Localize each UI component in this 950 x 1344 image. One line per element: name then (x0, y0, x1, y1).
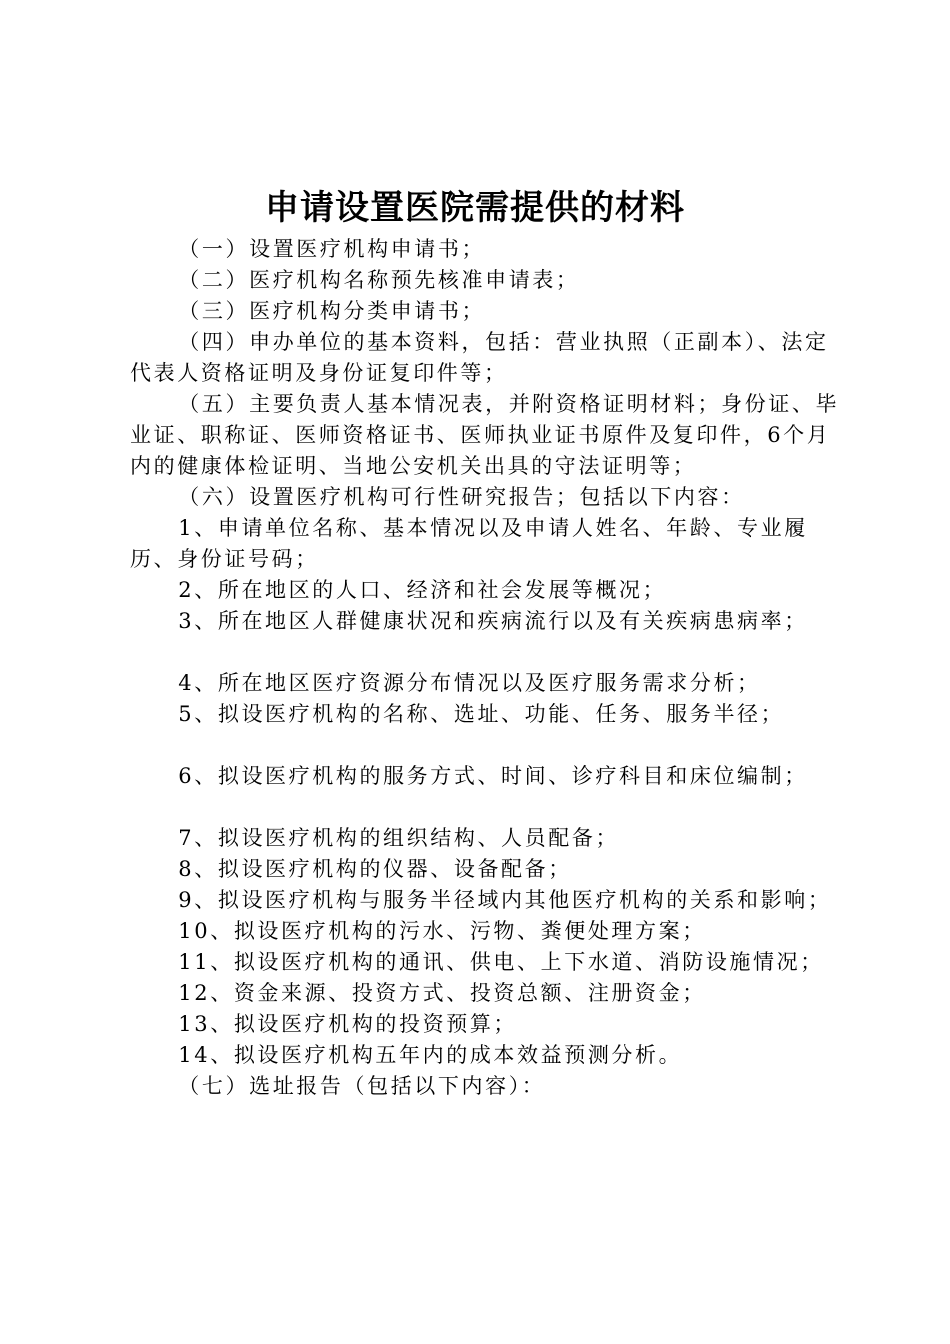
paragraph: （六）设置医疗机构可行性研究报告；包括以下内容： (178, 485, 745, 509)
list-item: 7、拟设医疗机构的组织结构、人员配备； (178, 826, 620, 850)
paragraph: （三）医疗机构分类申请书； (178, 299, 486, 323)
list-item: 9、拟设医疗机构与服务半径域内其他医疗机构的关系和影响； (178, 888, 832, 912)
document-body (130, 234, 840, 1102)
blank-line (130, 730, 840, 761)
list-item: 14、拟设医疗机构五年内的成本效益预测分析。 (178, 1043, 683, 1067)
blank-line (130, 792, 840, 823)
paragraph: （二）医疗机构名称预先核准申请表； (178, 268, 580, 292)
list-item: 3、所在地区人群健康状况和疾病流行以及有关疾病患病率； (178, 609, 808, 633)
list-item: 4、所在地区医疗资源分布情况以及医疗服务需求分析； (178, 671, 761, 695)
list-item: 12、资金来源、投资方式、投资总额、注册资金； (178, 981, 706, 1005)
list-item: 10、拟设医疗机构的污水、污物、粪便处理方案； (178, 919, 706, 943)
list-item: 8、拟设医疗机构的仪器、设备配备； (178, 857, 572, 881)
blank-line (130, 637, 840, 668)
document-title: 申请设置医院需提供的材料 (265, 188, 685, 228)
list-item: 6、拟设医疗机构的服务方式、时间、诊疗科目和床位编制； (178, 764, 808, 788)
list-item: 13、拟设医疗机构的投资预算； (178, 1012, 518, 1036)
list-item: 11、拟设医疗机构的通讯、供电、上下水道、消防设施情况； (178, 950, 824, 974)
paragraph: （一）设置医疗机构申请书； (178, 237, 486, 261)
paragraph: （四）申办单位的基本资料，包括：营业执照（正副本）、法定代表人资格证明及身份证复印件等； (130, 330, 829, 385)
paragraph: （五）主要负责人基本情况表，并附资格证明材料；身份证、毕业证、职称证、医师资格证书、医师执业证书原件及复印件，6个月内的健康体检证明、当地公安机关出具的守法证明等； (130, 392, 840, 478)
list-item: 2、所在地区的人口、经济和社会发展等概况； (178, 578, 667, 602)
list-item: 5、拟设医疗机构的名称、选址、功能、任务、服务半径； (178, 702, 785, 726)
list-item: 1、申请单位名称、基本情况以及申请人姓名、年龄、专业履历、身份证号码； (130, 516, 808, 571)
paragraph: （七）选址报告（包括以下内容）： (178, 1074, 546, 1098)
